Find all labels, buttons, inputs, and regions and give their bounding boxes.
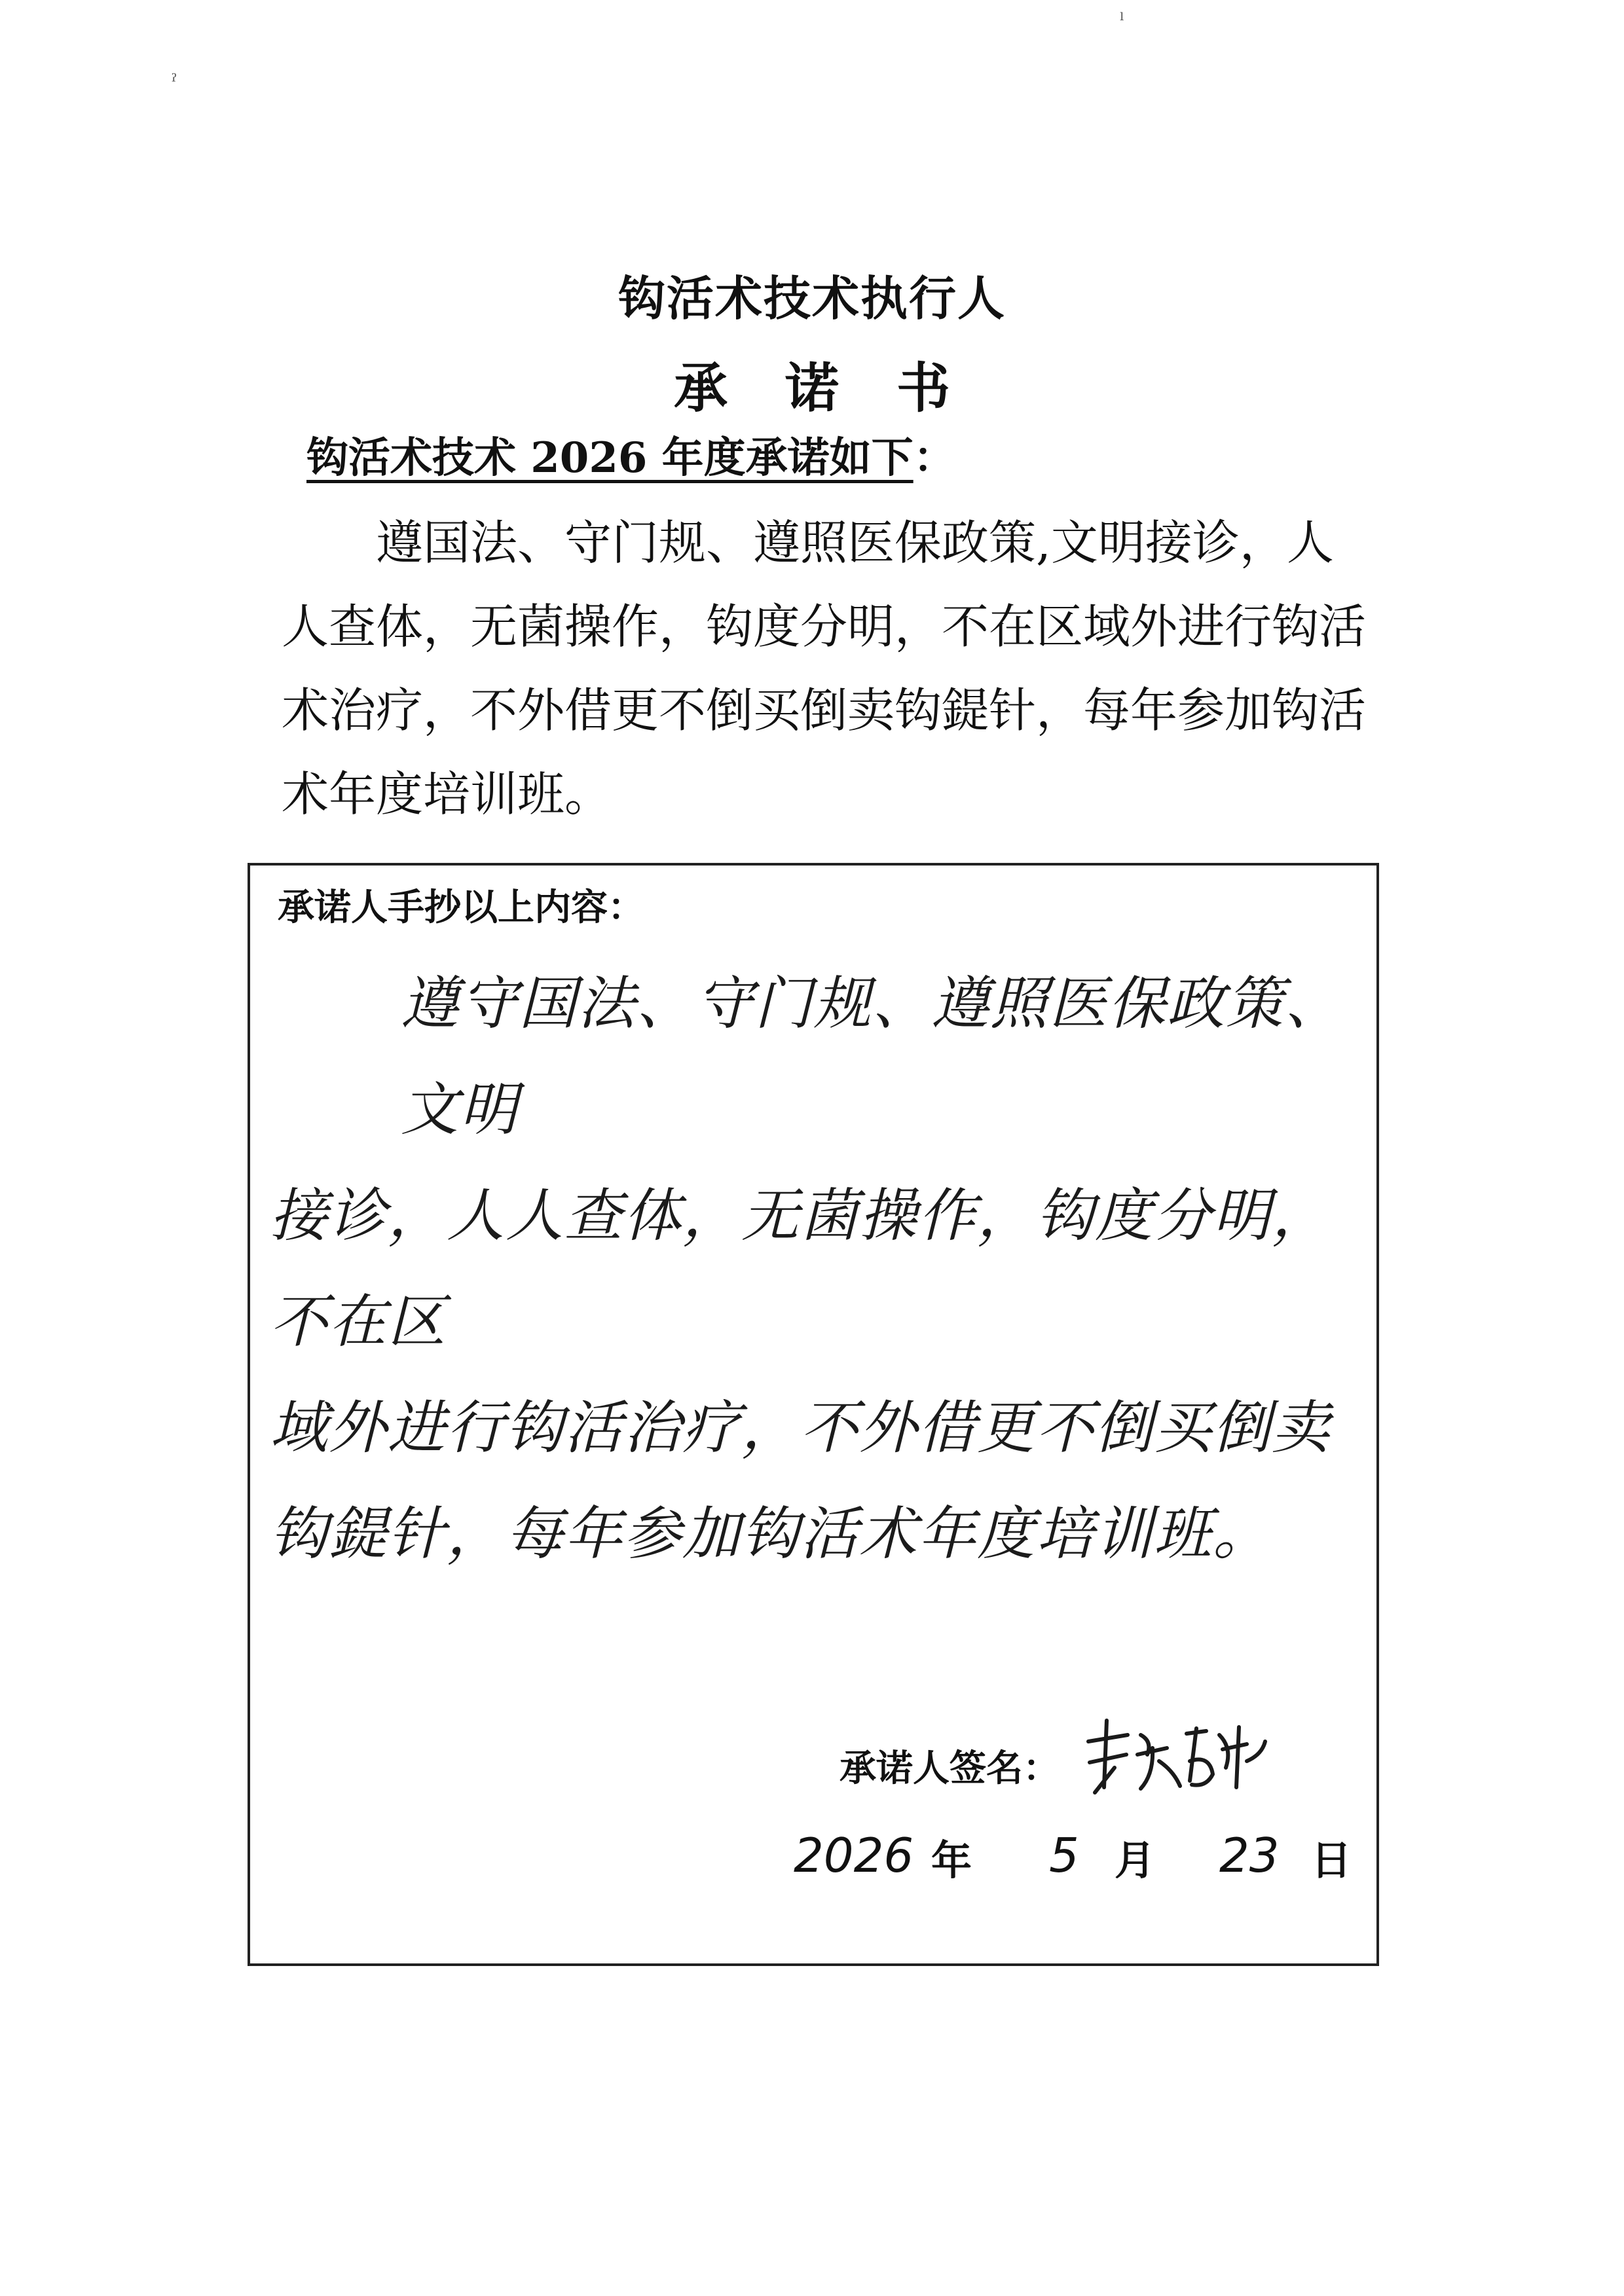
handwritten-line: 遵守国法、守门规、遵照医保政策、文明 [401,970,1344,1143]
signature-label: 承诺人签名： [840,1747,1060,1790]
document-type: 承诺书 [673,357,1008,420]
date-day-unit: 日 [1311,1836,1352,1884]
handwriting-box [248,863,1379,1966]
document-title: 钩活术技术执行人 [618,270,1006,326]
scan-mark: ˀ [172,71,177,94]
handwritten-line: 钩鍉针，每年参加钩活术年度培训班。 [270,1500,1272,1567]
commitment-heading-text: 钩活术技术 2026 年度承诺如下 [306,433,913,483]
handwritten-copy [270,951,1363,1587]
handwritten-line: 接诊，人人查体，无菌操作，钩度分明，不在区 [270,1182,1331,1355]
heading-colon: ： [913,433,955,483]
handwritten-signature [1075,1709,1272,1800]
scan-mark: ˡ [1120,9,1125,32]
date-row [794,1815,1357,1893]
commitment-paragraph: 遵国法、守门规、遵照医保政策,文明接诊，人人查体，无菌操作，钩度分明，不在区域外进行钩活术治疗，不外借更不倒买倒卖钩鍉针，每年参加钩活术年度培训班。 [282,515,1367,822]
date-year: 2026 [794,1828,914,1883]
commitment-heading [306,424,955,484]
signature-row [840,1717,1363,1795]
date-day: 23 [1219,1828,1280,1883]
date-month: 5 [1049,1828,1079,1883]
handwriting-box-label: 承诺人手抄以上内容： [278,886,644,929]
date-year-unit: 年 [931,1836,972,1884]
date-month-unit: 月 [1115,1836,1156,1884]
handwritten-line: 域外进行钩活治疗，不外借更不倒买倒卖 [270,1394,1331,1461]
